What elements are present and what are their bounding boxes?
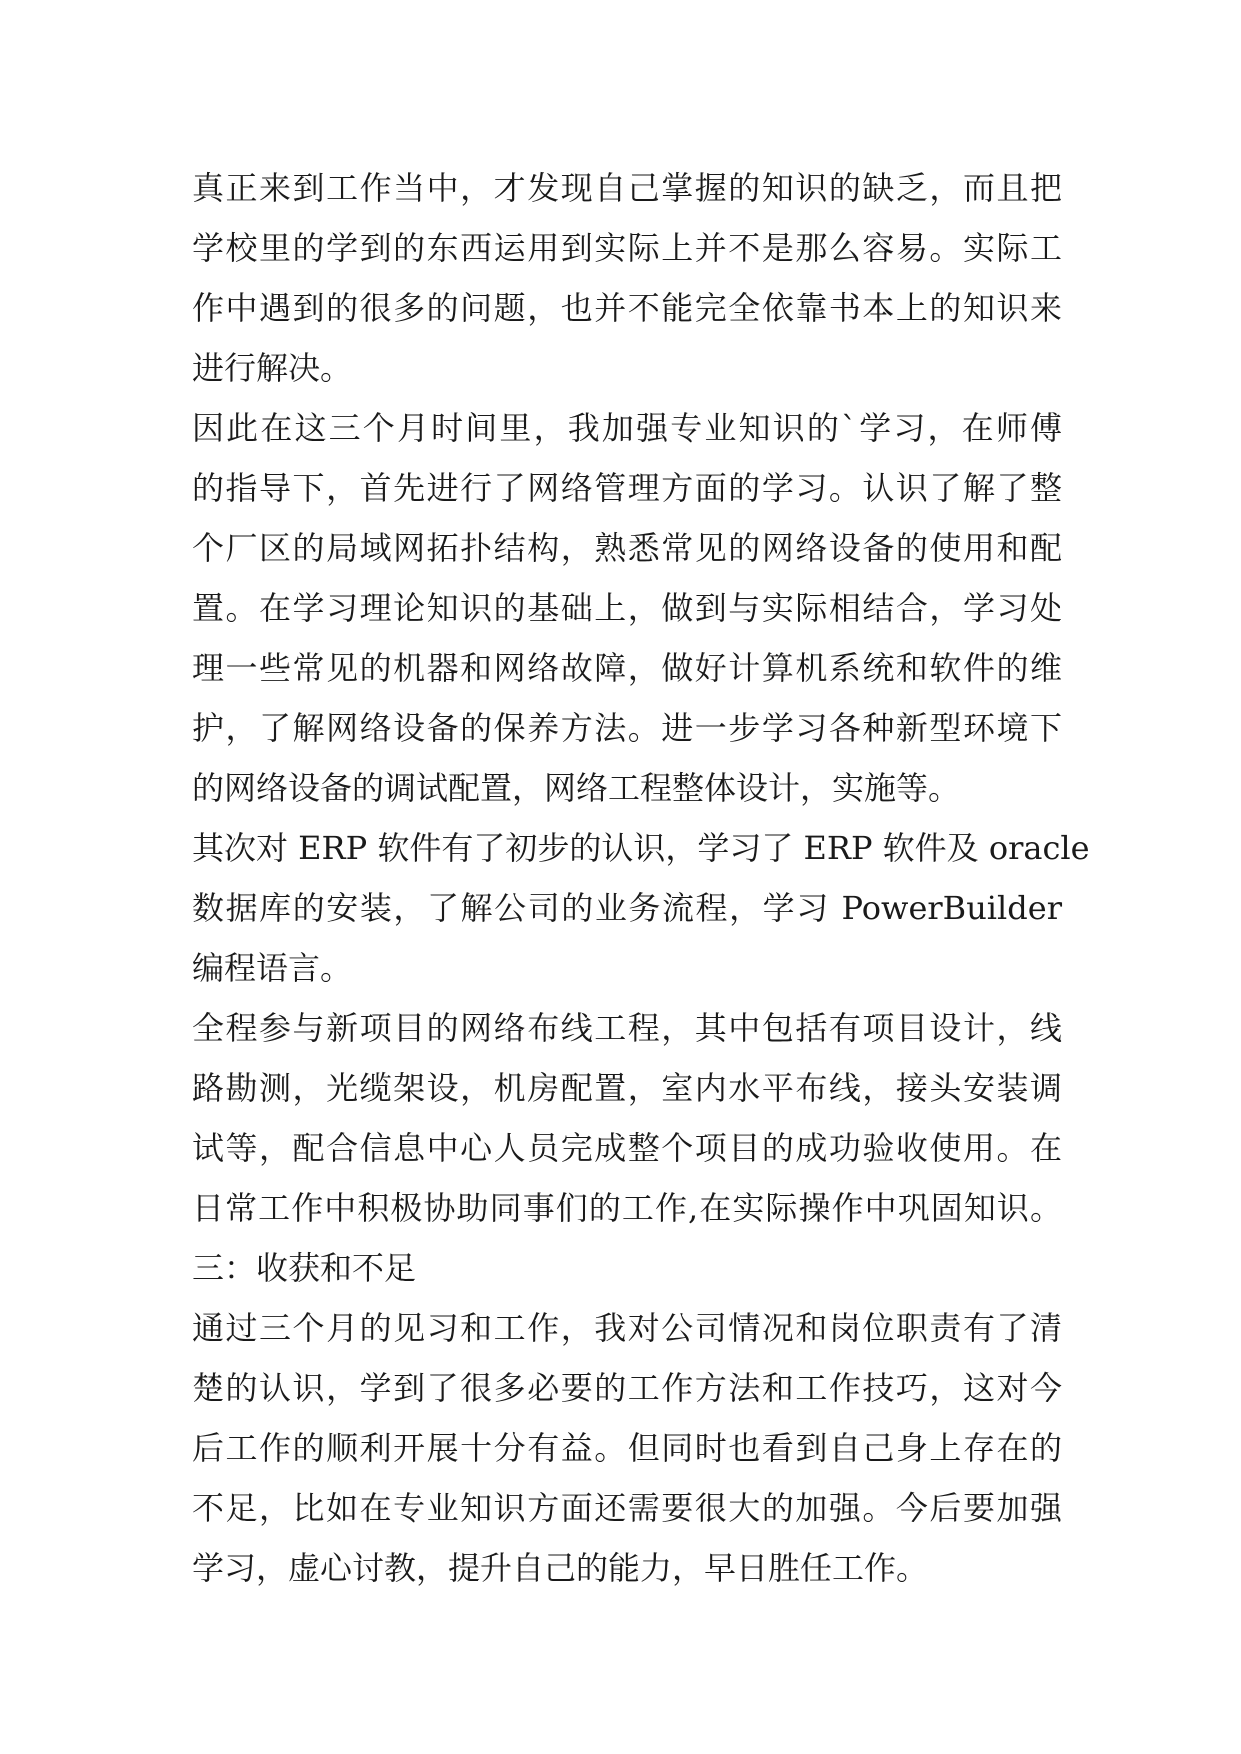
- text-line: 其次对 ERP 软件有了初步的认识，学习了 ERP 软件及 oracle: [192, 829, 1090, 867]
- text-line: 护，了解网络设备的保养方法。进一步学习各种新型环境下: [192, 709, 1062, 747]
- document-body: [192, 158, 1090, 1598]
- text-line: 的网络设备的调试配置，网络工程整体设计，实施等。: [192, 769, 961, 807]
- text-line: 日常工作中积极协助同事们的工作,在实际操作中巩固知识。: [192, 1189, 1062, 1227]
- text-line: 学校里的学到的东西运用到实际上并不是那么容易。实际工: [192, 229, 1062, 267]
- text-line: 进行解决。: [192, 349, 353, 387]
- text-line: 数据库的安装，了解公司的业务流程，学习 PowerBuilder: [192, 889, 1062, 927]
- text-line: 因此在这三个月时间里，我加强专业知识的`学习，在师傅: [192, 409, 1062, 447]
- text-line: 试等，配合信息中心人员完成整个项目的成功验收使用。在: [192, 1129, 1062, 1167]
- text-line: 理一些常见的机器和网络故障，做好计算机系统和软件的维: [192, 649, 1062, 687]
- text-line: 个厂区的局域网拓扑结构，熟悉常见的网络设备的使用和配: [192, 529, 1062, 567]
- text-line: 的指导下，首先进行了网络管理方面的学习。认识了解了整: [192, 469, 1062, 507]
- text-line: 编程语言。: [192, 949, 353, 987]
- text-line: 全程参与新项目的网络布线工程，其中包括有项目设计，线: [192, 1009, 1062, 1047]
- section-heading: 三：收获和不足: [192, 1249, 417, 1287]
- text-line: 学习，虚心讨教，提升自己的能力，早日胜任工作。: [192, 1549, 929, 1587]
- text-line: 楚的认识，学到了很多必要的工作方法和工作技巧，这对今: [192, 1369, 1062, 1407]
- text-line: 置。在学习理论知识的基础上，做到与实际相结合，学习处: [192, 589, 1062, 627]
- text-line: 后工作的顺利开展十分有益。但同时也看到自己身上存在的: [192, 1429, 1062, 1467]
- text-line: 真正来到工作当中，才发现自己掌握的知识的缺乏，而且把: [192, 169, 1062, 207]
- text-line: 通过三个月的见习和工作，我对公司情况和岗位职责有了清: [192, 1309, 1062, 1347]
- text-line: 作中遇到的很多的问题，也并不能完全依靠书本上的知识来: [192, 289, 1062, 327]
- text-line: 路勘测，光缆架设，机房配置，室内水平布线，接头安装调: [192, 1069, 1062, 1107]
- text-line: 不足，比如在专业知识方面还需要很大的加强。今后要加强: [192, 1489, 1062, 1527]
